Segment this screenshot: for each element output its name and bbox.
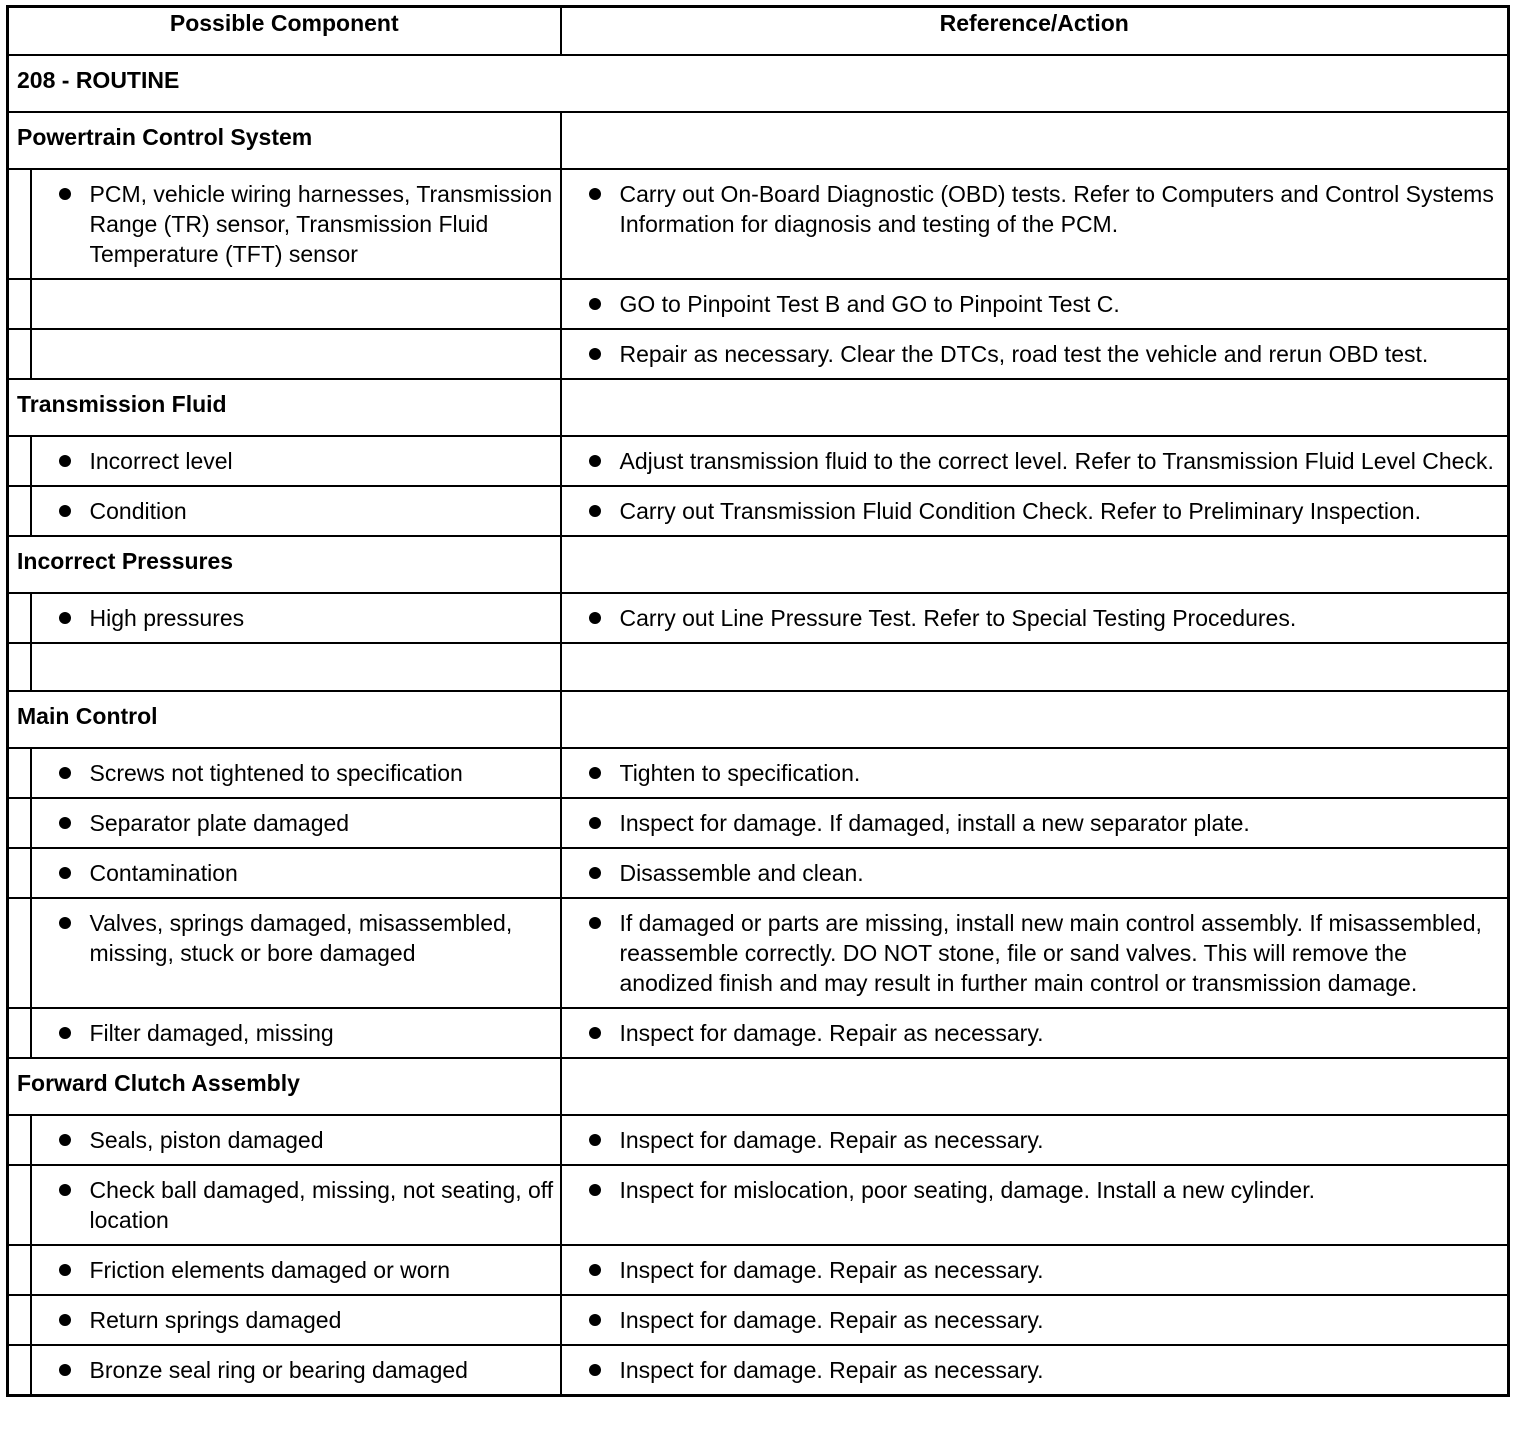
action-bullet-line — [562, 1255, 1502, 1285]
indent-cell — [8, 1345, 31, 1396]
action-text: If damaged or parts are missing, install new main control assembly. If misassembled, reassemble correctly. DO NOT stone, file or sand valves. This will remove the anodized finish and may result in further main control or transmission damage. — [619, 910, 1482, 996]
component-text: Bronze seal ring or bearing damaged — [89, 1357, 468, 1383]
table-row — [8, 436, 1509, 486]
section-title: Powertrain Control System — [8, 112, 561, 169]
action-text: Inspect for damage. Repair as necessary. — [619, 1127, 1044, 1153]
action-text: Inspect for damage. Repair as necessary. — [619, 1020, 1044, 1046]
action-cell — [561, 643, 1509, 691]
section-title: Transmission Fluid — [8, 379, 561, 436]
table-row — [8, 486, 1509, 536]
component-cell — [31, 643, 561, 691]
bullet-icon — [59, 1264, 71, 1276]
title-row — [8, 55, 1509, 112]
bullet-icon — [589, 1027, 601, 1039]
indent-cell — [8, 1008, 31, 1058]
action-cell — [561, 1165, 1509, 1245]
bullet-icon — [59, 917, 71, 929]
component-bullet-line — [32, 758, 554, 788]
bullet-icon — [589, 1364, 601, 1376]
component-cell — [31, 593, 561, 643]
component-cell — [31, 1165, 561, 1245]
component-bullet-line — [32, 1305, 554, 1335]
component-bullet-line — [32, 496, 554, 526]
diagnosis-table — [6, 5, 1510, 1397]
section-title: Forward Clutch Assembly — [8, 1058, 561, 1115]
component-cell — [31, 848, 561, 898]
component-text: Contamination — [89, 860, 238, 886]
bullet-icon — [59, 867, 71, 879]
action-text: Inspect for damage. Repair as necessary. — [619, 1257, 1044, 1283]
indent-cell — [8, 798, 31, 848]
header-possible-component: Possible Component — [8, 7, 561, 56]
action-cell — [561, 279, 1509, 329]
bullet-icon — [589, 917, 601, 929]
indent-cell — [8, 1115, 31, 1165]
action-bullet-line — [562, 1355, 1502, 1385]
action-cell — [561, 436, 1509, 486]
component-text: Check ball damaged, missing, not seating, off location — [89, 1177, 554, 1233]
section-empty-cell — [561, 1058, 1509, 1115]
component-cell — [31, 169, 561, 279]
action-cell — [561, 593, 1509, 643]
indent-cell — [8, 898, 31, 1008]
component-text: Return springs damaged — [89, 1307, 342, 1333]
table-row — [8, 329, 1509, 379]
bullet-icon — [589, 1264, 601, 1276]
section-empty-cell — [561, 379, 1509, 436]
header-row — [8, 7, 1509, 56]
action-text: Carry out On-Board Diagnostic (OBD) tests. Refer to Computers and Control Systems Information for diagnosis and testing of the PCM. — [619, 181, 1494, 237]
bullet-icon — [59, 1314, 71, 1326]
action-bullet-line — [562, 858, 1502, 888]
bullet-icon — [589, 1184, 601, 1196]
table-body — [8, 55, 1509, 1396]
component-bullet-line — [32, 858, 554, 888]
bullet-icon — [589, 867, 601, 879]
indent-cell — [8, 1295, 31, 1345]
action-bullet-line — [562, 603, 1502, 633]
component-cell — [31, 1295, 561, 1345]
table-row — [8, 1245, 1509, 1295]
component-cell — [31, 748, 561, 798]
component-text: PCM, vehicle wiring harnesses, Transmission Range (TR) sensor, Transmission Fluid Temperature (TFT) sensor — [89, 181, 553, 267]
indent-cell — [8, 486, 31, 536]
bullet-icon — [589, 348, 601, 360]
action-cell — [561, 1295, 1509, 1345]
component-bullet-line — [32, 603, 554, 633]
action-bullet-line — [562, 1125, 1502, 1155]
component-cell — [31, 798, 561, 848]
header-reference-action: Reference/Action — [561, 7, 1509, 56]
bullet-icon — [59, 1134, 71, 1146]
action-bullet-line — [562, 758, 1502, 788]
bullet-icon — [589, 505, 601, 517]
section-row — [8, 1058, 1509, 1115]
component-text: Condition — [89, 498, 187, 524]
component-text: Filter damaged, missing — [89, 1020, 334, 1046]
bullet-icon — [59, 188, 71, 200]
action-bullet-line — [562, 446, 1502, 476]
component-bullet-line — [32, 1355, 554, 1385]
component-bullet-line — [32, 1175, 554, 1235]
action-text: Tighten to specification. — [619, 760, 861, 786]
table-row — [8, 279, 1509, 329]
table-row — [8, 1008, 1509, 1058]
action-bullet-line — [562, 289, 1502, 319]
action-cell — [561, 1008, 1509, 1058]
component-text: Friction elements damaged or worn — [89, 1257, 450, 1283]
action-cell — [561, 1115, 1509, 1165]
action-cell — [561, 486, 1509, 536]
section-empty-cell — [561, 112, 1509, 169]
action-bullet-line — [562, 1018, 1502, 1048]
component-bullet-line — [32, 1255, 554, 1285]
section-title: Main Control — [8, 691, 561, 748]
component-bullet-line — [32, 1125, 554, 1155]
action-cell — [561, 748, 1509, 798]
section-row — [8, 691, 1509, 748]
bullet-icon — [589, 188, 601, 200]
action-bullet-line — [562, 496, 1502, 526]
component-text: Valves, springs damaged, misassembled, missing, stuck or bore damaged — [89, 910, 513, 966]
table-row — [8, 748, 1509, 798]
action-bullet-line — [562, 339, 1502, 369]
action-text: Carry out Line Pressure Test. Refer to Special Testing Procedures. — [619, 605, 1297, 631]
table-row — [8, 643, 1509, 691]
indent-cell — [8, 848, 31, 898]
section-empty-cell — [561, 536, 1509, 593]
component-text: High pressures — [89, 605, 245, 631]
action-text: Adjust transmission fluid to the correct level. Refer to Transmission Fluid Level Check. — [619, 448, 1494, 474]
action-text: Carry out Transmission Fluid Condition Check. Refer to Preliminary Inspection. — [619, 498, 1421, 524]
indent-cell — [8, 1245, 31, 1295]
component-text: Screws not tightened to specification — [89, 760, 463, 786]
indent-cell — [8, 593, 31, 643]
component-text: Separator plate damaged — [89, 810, 350, 836]
bullet-icon — [59, 455, 71, 467]
action-text: Inspect for mislocation, poor seating, damage. Install a new cylinder. — [619, 1177, 1315, 1203]
table-row — [8, 898, 1509, 1008]
action-bullet-line — [562, 1175, 1502, 1205]
table-row — [8, 1165, 1509, 1245]
action-cell — [561, 798, 1509, 848]
section-title: Incorrect Pressures — [8, 536, 561, 593]
action-bullet-line — [562, 179, 1502, 239]
action-bullet-line — [562, 1305, 1502, 1335]
section-row — [8, 112, 1509, 169]
bullet-icon — [59, 1184, 71, 1196]
bullet-icon — [589, 298, 601, 310]
action-cell — [561, 1345, 1509, 1396]
component-cell — [31, 1115, 561, 1165]
bullet-icon — [59, 1364, 71, 1376]
indent-cell — [8, 169, 31, 279]
component-bullet-line — [32, 179, 554, 269]
action-bullet-line — [562, 808, 1502, 838]
action-text: Inspect for damage. If damaged, install a new separator plate. — [619, 810, 1250, 836]
action-text: Inspect for damage. Repair as necessary. — [619, 1357, 1044, 1383]
action-text: Disassemble and clean. — [619, 860, 864, 886]
table-row — [8, 798, 1509, 848]
table-row — [8, 1295, 1509, 1345]
indent-cell — [8, 1165, 31, 1245]
bullet-icon — [589, 612, 601, 624]
action-cell — [561, 329, 1509, 379]
bullet-icon — [59, 612, 71, 624]
indent-cell — [8, 748, 31, 798]
table-row — [8, 1345, 1509, 1396]
bullet-icon — [589, 455, 601, 467]
component-cell — [31, 486, 561, 536]
bullet-icon — [59, 1027, 71, 1039]
action-cell — [561, 898, 1509, 1008]
component-cell — [31, 898, 561, 1008]
component-bullet-line — [32, 1018, 554, 1048]
component-text: Incorrect level — [89, 448, 233, 474]
action-cell — [561, 1245, 1509, 1295]
bullet-icon — [589, 1314, 601, 1326]
indent-cell — [8, 279, 31, 329]
component-bullet-line — [32, 808, 554, 838]
bullet-icon — [59, 817, 71, 829]
table-row — [8, 1115, 1509, 1165]
action-text: GO to Pinpoint Test B and GO to Pinpoint Test C. — [619, 291, 1120, 317]
component-cell — [31, 279, 561, 329]
component-cell — [31, 1008, 561, 1058]
action-cell — [561, 848, 1509, 898]
indent-cell — [8, 436, 31, 486]
bullet-icon — [59, 505, 71, 517]
component-bullet-line — [32, 908, 554, 968]
routine-title: 208 - ROUTINE — [8, 55, 1509, 112]
section-empty-cell — [561, 691, 1509, 748]
component-cell — [31, 1245, 561, 1295]
table-row — [8, 848, 1509, 898]
component-text: Seals, piston damaged — [89, 1127, 324, 1153]
component-cell — [31, 436, 561, 486]
indent-cell — [8, 643, 31, 691]
table-row — [8, 593, 1509, 643]
action-cell — [561, 169, 1509, 279]
action-bullet-line — [562, 908, 1502, 998]
bullet-icon — [589, 1134, 601, 1146]
section-row — [8, 536, 1509, 593]
action-text: Inspect for damage. Repair as necessary. — [619, 1307, 1044, 1333]
section-row — [8, 379, 1509, 436]
table-row — [8, 169, 1509, 279]
bullet-icon — [589, 767, 601, 779]
bullet-icon — [589, 817, 601, 829]
action-text: Repair as necessary. Clear the DTCs, road test the vehicle and rerun OBD test. — [619, 341, 1429, 367]
component-bullet-line — [32, 446, 554, 476]
component-cell — [31, 1345, 561, 1396]
bullet-icon — [59, 767, 71, 779]
indent-cell — [8, 329, 31, 379]
component-cell — [31, 329, 561, 379]
